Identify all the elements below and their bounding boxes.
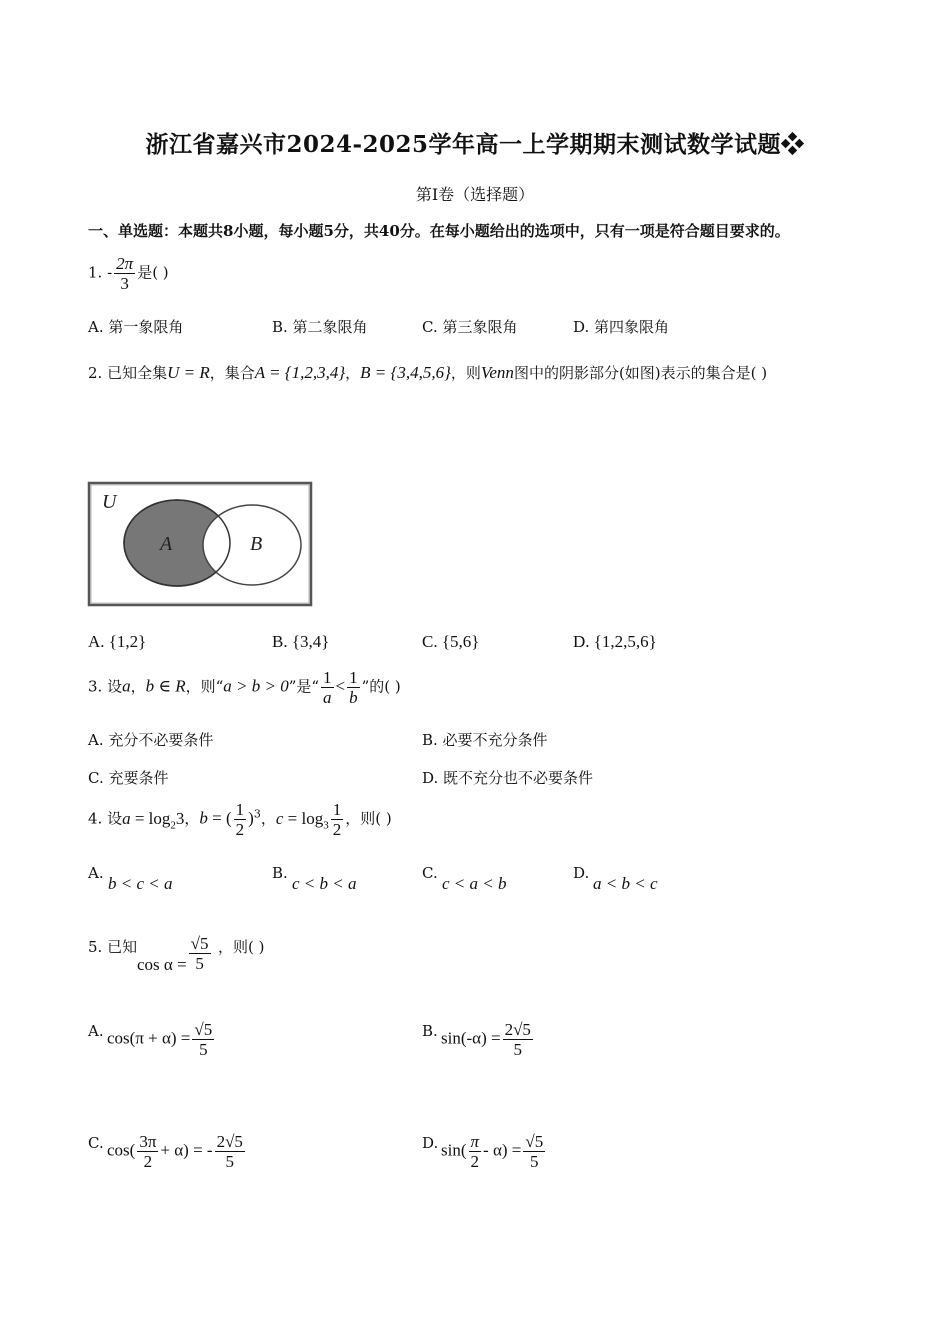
q5-d-lhs-1: sin( [441,1140,467,1160]
q5-text-1: 5. 已知 [88,938,138,956]
q3-option-a: A. 充分不必要条件 [88,731,214,749]
q2-math-universe: U = R [167,363,210,382]
q4-sub-1: 2 [170,818,176,831]
q5-d-fraction [523,1132,545,1171]
q4-math-c: $c = \log_3$ [275,808,329,831]
q1-option-c: C. 第三象限角 [422,318,518,336]
q2-text-1: 2. 已知全集 [88,364,168,382]
q3-text-5: ”的( ) [361,677,401,696]
q3-text-1: 3. 设 [88,677,123,696]
q5-c-num: 2√5 [216,1132,243,1151]
q1-frac-num: 2π [116,254,134,273]
q5-d-inner-den: 2 [470,1152,480,1171]
venn-label-b: B [250,533,263,555]
q2-math-venn: Venn [480,363,514,382]
q2-math-set-b: B = {3,4,5,6} [360,363,451,382]
q4-fc-den: 2 [332,820,342,839]
q4-math-b: b = ( [199,808,232,828]
q5-d-inner-fraction [469,1132,482,1171]
q1-option-a: A. 第一象限角 [88,318,184,336]
q5-c-lhs-2: + α) = - [160,1140,213,1160]
q4-option-d-label: D. [573,864,590,882]
q4-fb-num: 1 [235,800,245,819]
q5-option-d [441,1132,547,1171]
q4-option-a-label: A. [88,864,104,882]
q4-text-4: ，则( ) [345,809,392,828]
q3-f2-den: b [349,688,358,707]
q4-option-c-label: C. [422,864,438,882]
question-4 [88,800,392,839]
q3-f1-num: 1 [323,668,332,687]
q1-tail: 是( ) [137,263,169,282]
q5-d-den: 5 [530,1152,539,1171]
q4-text-1: 4. 设 [88,809,123,828]
q5-option-d-label: D. [422,1134,439,1152]
venn-label-u: U [102,491,117,513]
q3-text-2: ， [130,677,146,696]
q5-a-fraction [192,1020,214,1059]
q3-fraction-2 [347,668,360,707]
q4-option-d: a < b < c [593,874,658,893]
q5-b-num: 2√5 [504,1020,531,1039]
q3-text-3: ，则“ [185,677,224,696]
question-5-text [88,936,137,957]
q2-option-b: B. {3,4} [272,632,330,651]
question-3 [88,668,401,707]
q4-fraction-c [331,800,344,839]
q5-option-b [441,1020,535,1059]
section-instructions: 一、单选题：本题共8小题，每小题5分，共40分。在每小题给出的选项中，只有一项是符合题目要求的。 [88,222,790,240]
q1-frac-den: 3 [120,274,129,293]
venn-label-a: A [160,533,173,555]
q4-fc-num: 1 [332,800,342,819]
q5-d-num: √5 [525,1132,544,1151]
q5-option-a-label: A. [88,1022,104,1040]
q2-option-a: A. {1,2} [88,632,147,651]
q5-option-a [107,1020,216,1059]
q5-b-lhs: sin(-α) = [441,1028,501,1048]
q1-option-b: B. 第二象限角 [272,318,368,336]
q2-option-c: C. {5,6} [422,632,480,651]
q5-c-lhs-1: cos( [107,1140,136,1160]
q5-c-inner-fraction [137,1132,158,1171]
q3-option-b: B. 必要不充分条件 [422,731,548,749]
q5-c-inner-num: 3π [139,1132,157,1151]
q3-text-4: ”是“ [288,677,320,696]
q2-option-d: D. {1,2,5,6} [573,632,657,651]
q4-arg-1: 3 [175,808,185,828]
q2-text-3: ， [345,364,361,382]
q2-text-5: 图中的阴影部分(如图)表示的集合是( ) [513,364,768,382]
q5-option-b-label: B. [422,1022,438,1040]
q4-text-2: ， [184,809,200,828]
venn-diagram [86,480,316,610]
q4-option-a: b < c < a [108,874,173,893]
q1-option-d: D. 第四象限角 [573,318,670,336]
q4-close-paren: ) [248,808,254,828]
q5-a-den: 5 [199,1040,208,1059]
q4-sub-3: 3 [323,818,329,831]
q4-fb-den: 2 [235,820,245,839]
q3-option-c: C. 充要条件 [88,769,169,787]
q5-f-num: √5 [190,934,209,953]
q5-c-den: 5 [225,1152,234,1171]
question-2 [88,362,767,383]
q5-fraction [189,934,211,973]
q2-text-2: ，集合 [209,364,255,382]
q2-math-set-a: A = {1,2,3,4} [254,363,346,382]
q4-fraction-b [234,800,247,839]
q5-b-den: 5 [513,1040,522,1059]
q3-less-than: < [335,676,346,696]
q5-a-num: √5 [194,1020,213,1039]
q5-c-inner-den: 2 [143,1152,153,1171]
q5-option-c-label: C. [88,1134,104,1152]
q5-d-lhs-2: - α) = [483,1140,522,1160]
q3-math-condition: a > b > 0 [223,676,289,696]
q5-math-cos: cos α = [137,954,187,974]
q4-option-b: c < b < a [292,874,357,893]
q5-a-lhs: cos(π + α) = [107,1028,191,1048]
section-subtitle: 第I卷（选择题） [415,185,535,204]
q4-text-3: ， [260,809,276,828]
q1-number: 1. - [88,263,113,282]
q3-option-d: D. 既不充分也不必要条件 [422,769,594,787]
document-title: 浙江省嘉兴市2024-2025学年高一上学期期末测试数学试题❖ [145,131,805,158]
q4-exponent: 3 [253,807,261,821]
q3-fraction-1 [321,668,334,707]
q4-option-b-label: B. [272,864,288,882]
q3-f1-den: a [323,688,332,707]
q2-text-4: ，则 [450,364,481,382]
question-1 [88,254,169,293]
q3-f2-num: 1 [349,668,358,687]
q3-math-a: a [122,676,131,696]
q4-option-c: c < a < b [442,874,507,893]
q1-fraction [114,254,135,293]
q5-d-inner-num: π [470,1132,480,1151]
q3-math-b-in-r: b ∈ R [145,676,186,696]
question-5-math [137,934,213,973]
q5-tail: ，则( ) [218,938,265,956]
q5-option-c [107,1132,247,1171]
q5-b-fraction [503,1020,533,1059]
q4-math-a: $a = \log_23$ [122,808,185,831]
q5-f-den: 5 [195,954,204,973]
q5-c-fraction [215,1132,245,1171]
